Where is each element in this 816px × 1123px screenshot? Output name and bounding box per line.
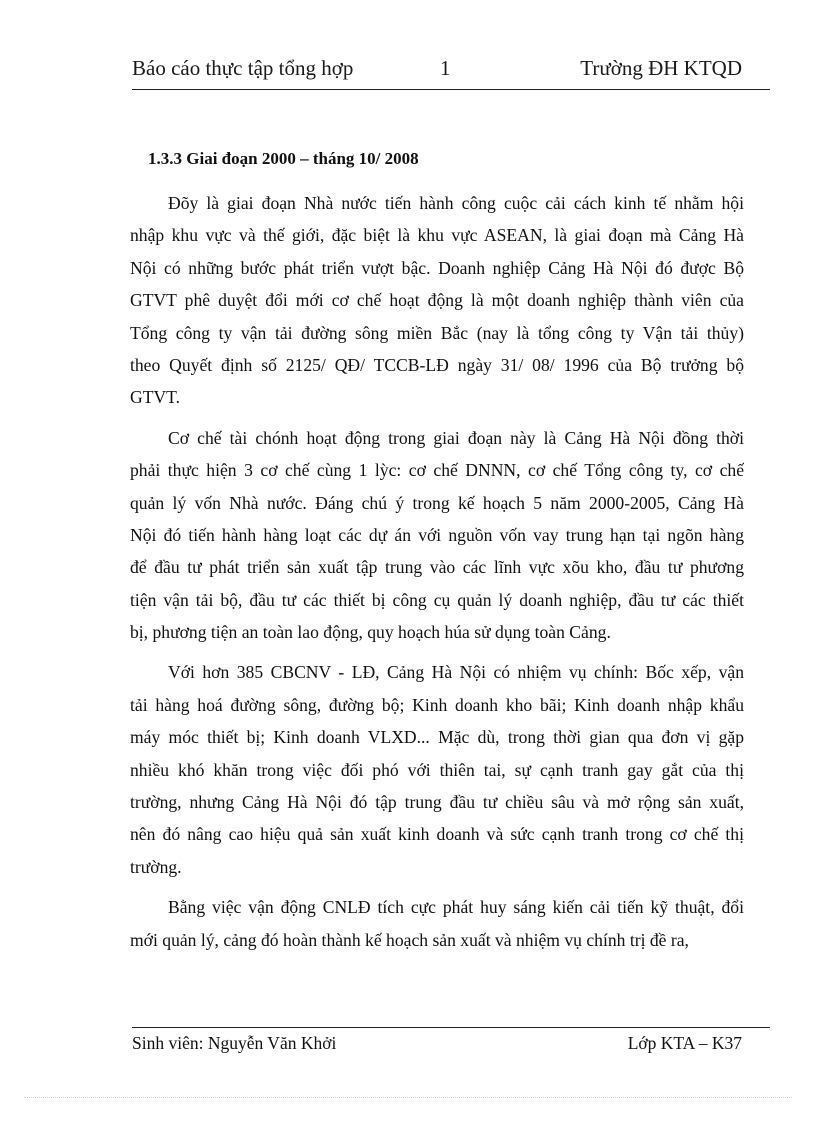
paragraph-3 xyxy=(130,656,744,883)
school-name: Trường ĐH KTQD xyxy=(580,56,742,80)
paragraph-2 xyxy=(130,422,744,649)
text-line: trường, nhưng Cảng Hà Nội đó tập trung đầu tư chiều sâu và mở rộng sản xuất, xyxy=(130,792,744,813)
paragraph-4 xyxy=(130,891,744,956)
text-line: máy móc thiết bị; Kinh doanh VLXD... Mặc dù, trong thời gian qua đơn vị gặp xyxy=(130,727,744,748)
header-divider xyxy=(132,89,770,90)
page-number: 1 xyxy=(440,56,451,80)
text-line: Đõy là giai đoạn Nhà nước tiến hành công cuộc cải cách kinh tế nhằm hội xyxy=(168,193,744,213)
text-line: tiện vận tải bộ, đầu tư các thiết bị công cụ quản lý doanh nghiệp, đầu tư các thiết xyxy=(130,589,744,610)
page-edge xyxy=(24,1097,792,1098)
text-line: phải thực hiện 3 cơ chế cùng 1 lỳc: cơ chế DNNN, cơ chế Tổng công ty, cơ chế xyxy=(130,460,744,481)
text-line: nhập khu vực và thế giới, đặc biệt là khu vực ASEAN, là giai đoạn mà Cảng Hà xyxy=(130,225,744,246)
text-line: Nội có những bước phát triển vượt bậc. Doanh nghiệp Cảng Hà Nội đó được Bộ xyxy=(130,257,744,278)
text-line: để đầu tư phát triển sản xuất tập trung vào các lĩnh vực xõu kho, đầu tư phương xyxy=(130,557,744,578)
text-line: Nội đó tiến hành hàng loạt các dự án với nguồn vốn vay trung hạn tại ngõn hàng xyxy=(130,524,744,545)
text-line: nên đó nâng cao hiệu quả sản xuất kinh doanh và sức cạnh tranh trong cơ chế thị xyxy=(130,824,744,845)
text-line: bị, phương tiện an toàn lao động, quy hoạch húa sử dụng toàn Cảng. xyxy=(130,622,611,643)
text-line: GTVT. xyxy=(130,387,180,408)
class-name: Lớp KTA – K37 xyxy=(627,1033,742,1053)
student-name: Sinh viên: Nguyễn Văn Khởi xyxy=(132,1033,337,1053)
text-line: tải hàng hoá đường sông, đường bộ; Kinh doanh kho bãi; Kinh doanh nhập khẩu xyxy=(130,694,744,715)
page-footer xyxy=(132,1030,770,1056)
text-line: theo Quyết định số 2125/ QĐ/ TCCB-LĐ ngày 31/ 08/ 1996 của Bộ trưởng bộ xyxy=(130,354,744,375)
text-line: nhiều khó khăn trong việc đối phó với thiên tai, sự cạnh tranh gay gắt của thị xyxy=(130,759,744,780)
body-content xyxy=(130,147,744,956)
paragraph-1 xyxy=(130,187,744,414)
text-line: mới quản lý, cảng đó hoàn thành kế hoạch sản xuất và nhiệm vụ chính trị đề ra, xyxy=(130,929,689,950)
text-line: Bằng việc vận động CNLĐ tích cực phát huy sáng kiến cải tiến kỹ thuật, đổi xyxy=(168,897,744,918)
text-line: quản lý vốn Nhà nước. Đáng chú ý trong kế hoạch 5 năm 2000-2005, Cảng Hà xyxy=(130,492,744,513)
report-title: Báo cáo thực tập tổng hợp xyxy=(132,56,354,80)
footer-divider xyxy=(132,1027,770,1028)
text-line: Cơ chế tài chónh hoạt động trong giai đoạn này là Cảng Hà Nội đồng thời xyxy=(168,427,744,448)
text-line: Tổng công ty vận tải đường sông miền Bắc (nay là tổng công ty Vận tải thủy) xyxy=(130,322,744,343)
text-line: trường. xyxy=(130,856,182,877)
text-line: Với hơn 385 CBCNV - LĐ, Cảng Hà Nội có nhiệm vụ chính: Bốc xếp, vận xyxy=(168,662,744,683)
page-header xyxy=(132,54,770,82)
section-heading: 1.3.3 Giai đoạn 2000 – tháng 10/ 2008 xyxy=(148,149,419,168)
text-line: GTVT phê duyệt đổi mới cơ chế hoạt động là một doanh nghiệp thành viên của xyxy=(130,290,744,311)
